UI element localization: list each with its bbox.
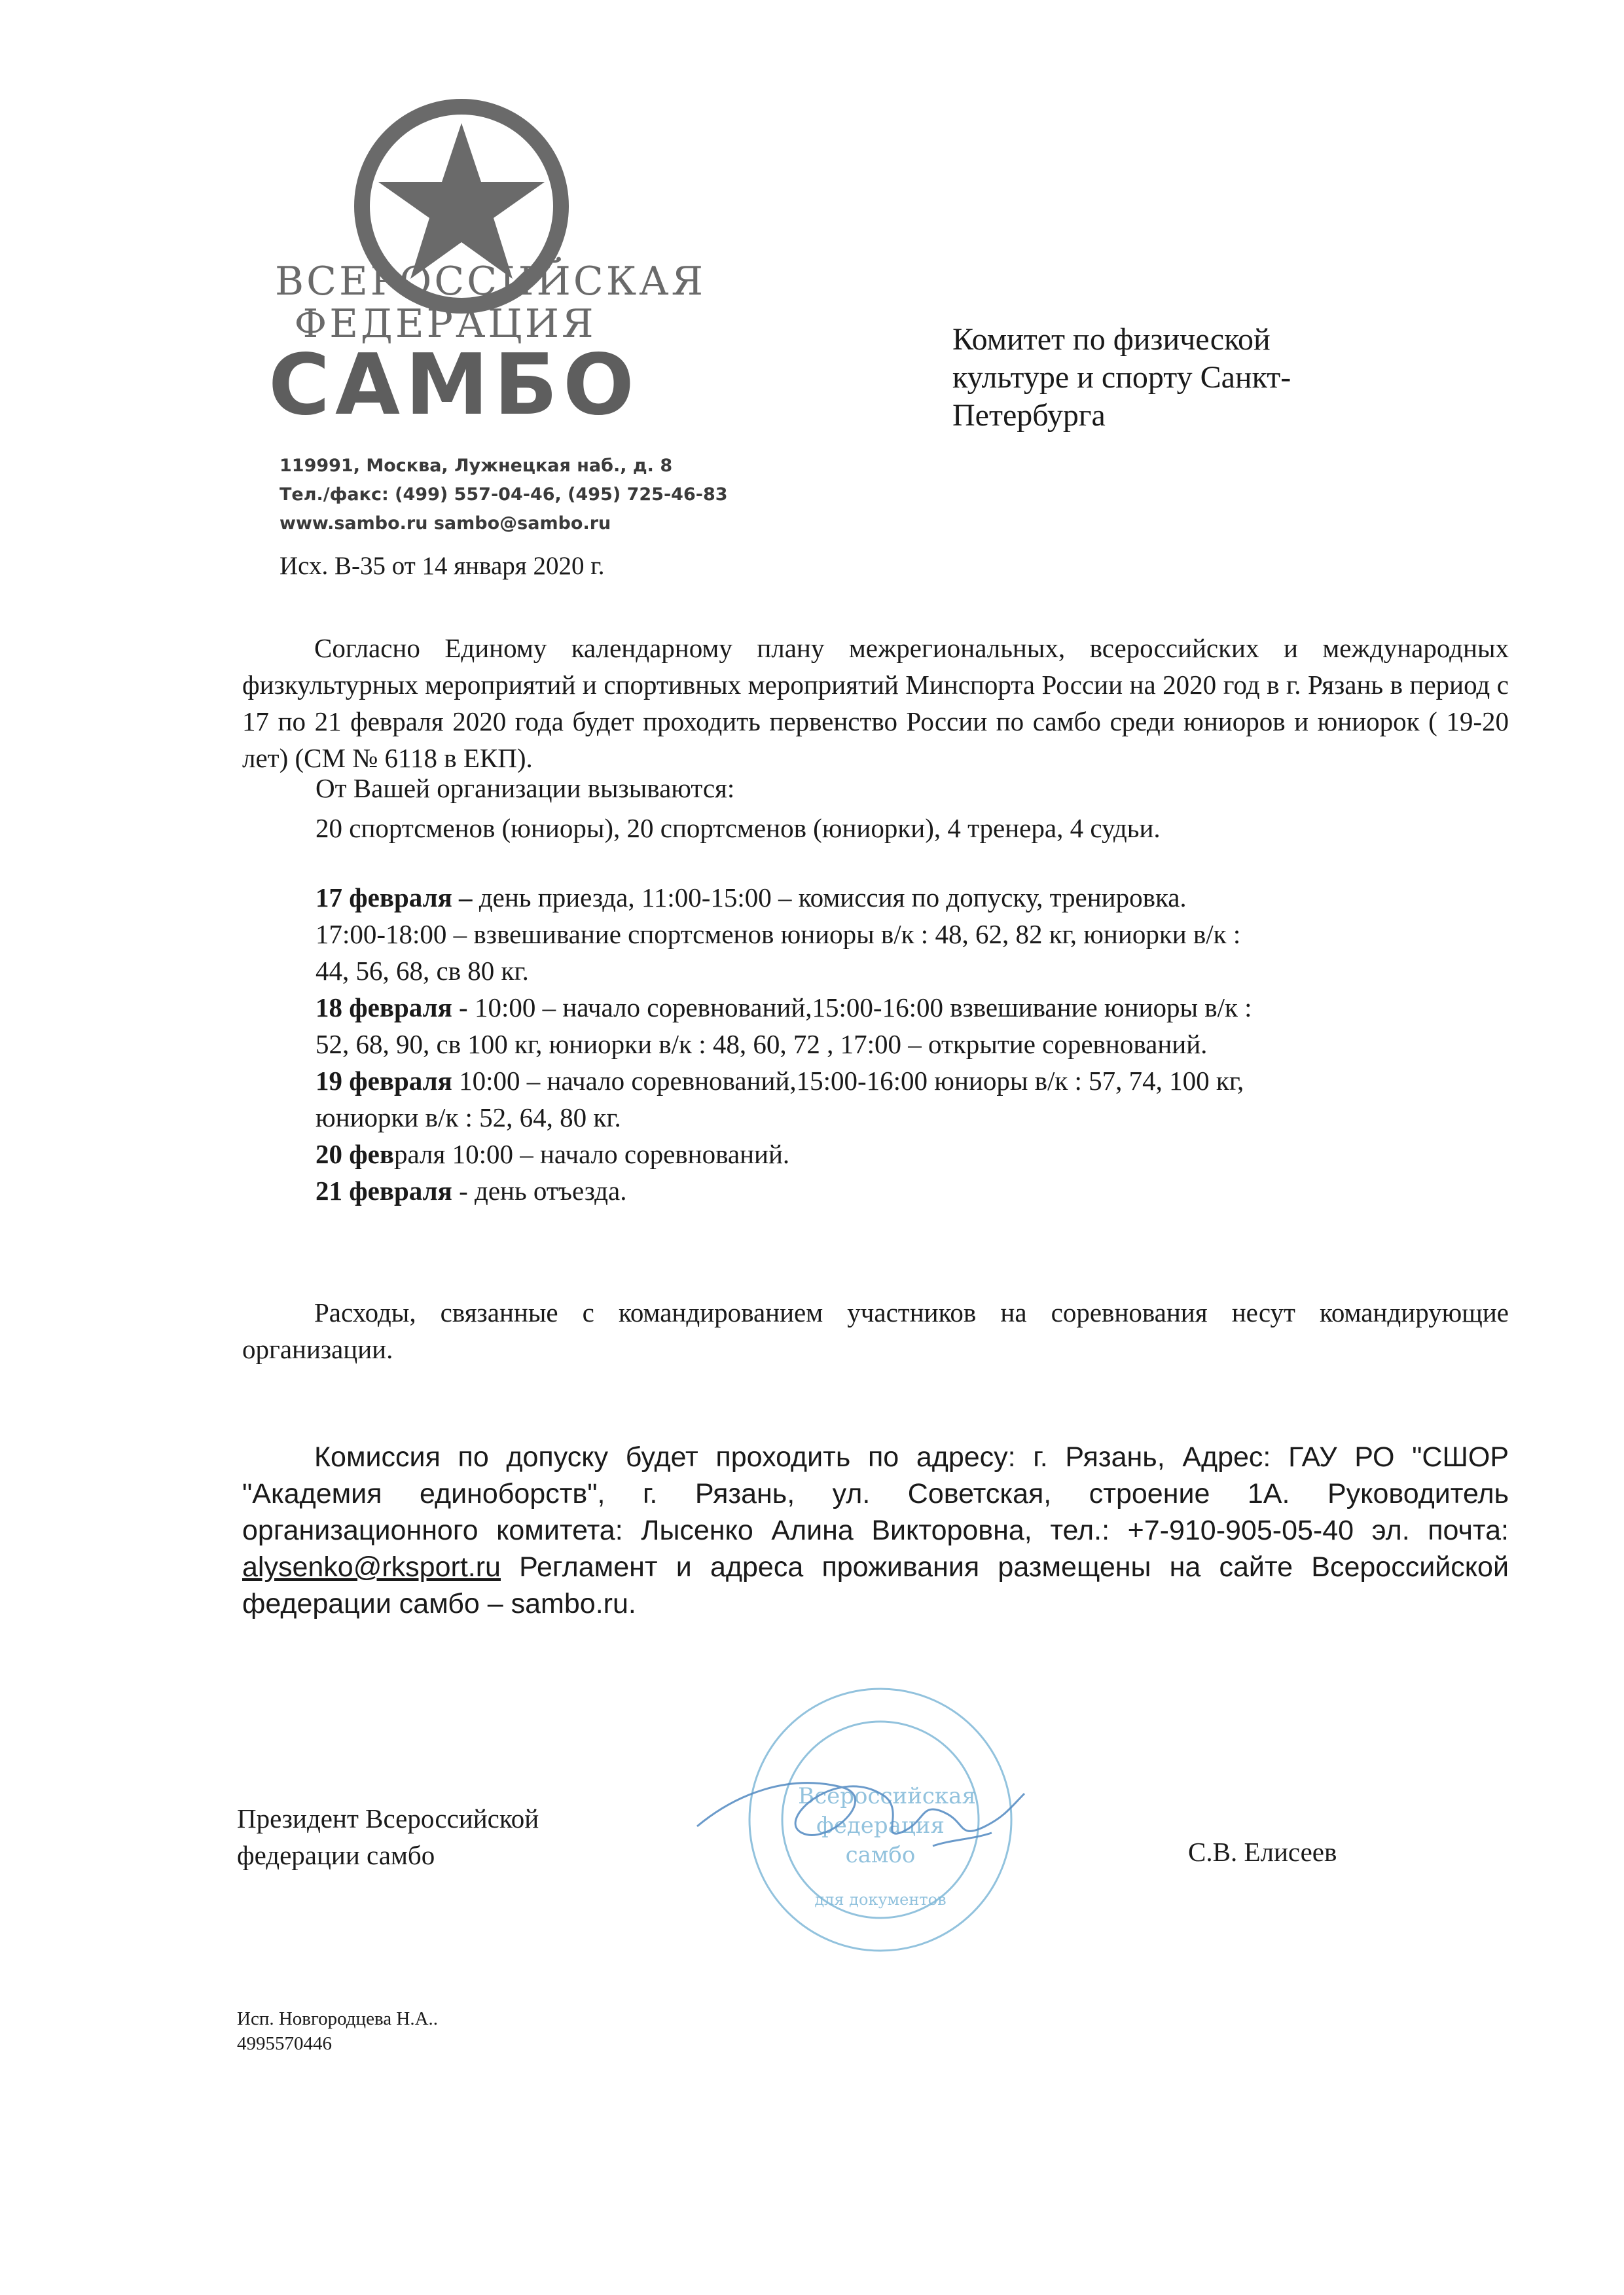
schedule-date: 18 февраля - [316, 992, 468, 1022]
schedule-row [316, 879, 1509, 916]
schedule-row [316, 1026, 1509, 1062]
addressee-line: Петербурга [952, 398, 1106, 433]
schedule-text: 52, 68, 90, св 100 кг, юниорки в/к : 48, 60, 72 , 17:00 – открытие соревнований. [316, 1029, 1208, 1059]
org-name-line1: ВСЕРОССИЙСКАЯ [275, 259, 706, 304]
schedule-text: 17:00-18:00 – взвешивание спортсменов юниоры в/к : 48, 62, 82 кг, юниорки в/к : [316, 919, 1241, 949]
schedule-text: 10:00 – начало соревнований,15:00-16:00 взвешивание юниоры в/к : [467, 992, 1252, 1022]
stamp-line2: федерация [816, 1813, 945, 1839]
schedule-text: - день отъезда. [452, 1176, 627, 1206]
addressee-block [952, 321, 1411, 435]
addressee-line: Комитет по физической [952, 322, 1271, 357]
addressee-line: культуре и спорту Санкт- [952, 360, 1291, 395]
commission-text: Комиссия по допуску будет проходить по адресу: г. Рязань, Адрес: ГАУ РО "СШОР "Академия единоборств", г. Рязань, ул. Советская, строение 1А. Руководитель организационного комитета: Лысенко Алина Викторовна, тел.: +7-910-905-05-40 эл. почта: [242, 1441, 1509, 1546]
schedule-text: юниорки в/к : 52, 64, 80 кг. [316, 1102, 621, 1132]
intro-paragraph: Согласно Единому календарному плану межрегиональных, всероссийских и международных физкультурных мероприятий и спортивных мероприятий Минспорта России на 2020 год в г. Рязань в период с 17 по 21 февраля 2020 года будет проходить первенство России по самбо среди юниоров и юниорок ( 19-20 лет) (СМ № 6118 в ЕКП). [242, 633, 1509, 773]
schedule-text: 10:00 – начало соревнований,15:00-16:00 юниоры в/к : 57, 74, 100 кг, [452, 1066, 1244, 1096]
schedule-row [316, 1062, 1509, 1099]
contact-email-link[interactable]: alysenko@rksport.ru [242, 1551, 501, 1583]
stamp-line4: для документов [814, 1890, 947, 1909]
signatory-title-line: Президент Всероссийской [237, 1803, 539, 1834]
letterhead-web: www.sambo.ru sambo@sambo.ru [280, 513, 611, 533]
signatory-title [237, 1800, 539, 1873]
schedule-row [316, 1172, 1509, 1209]
schedule-row [316, 1099, 1509, 1136]
executor-info [237, 2006, 438, 2056]
schedule-row [316, 1136, 1509, 1172]
schedule-row [316, 989, 1509, 1026]
stamp-line1: Всероссийская [798, 1783, 976, 1809]
outgoing-reference: Исх. В-35 от 14 января 2020 г. [280, 552, 605, 580]
schedule-row [316, 952, 1509, 989]
schedule-row [316, 916, 1509, 952]
call-intro: От Вашей организации вызываются: [316, 773, 735, 803]
schedule-date: 19 февраля [316, 1066, 452, 1096]
signatory-title-line: федерации самбо [237, 1840, 435, 1870]
event-schedule [316, 879, 1509, 1209]
executor-name: Исп. Новгородцева Н.А.. [237, 2008, 439, 2029]
letterhead-address: 119991, Москва, Лужнецкая наб., д. 8 [280, 456, 673, 476]
letterhead-phones: Тел./факс: (499) 557-04-46, (495) 725-46-83 [280, 484, 728, 505]
schedule-date: 21 февраля [316, 1176, 452, 1206]
schedule-text: 44, 56, 68, св 80 кг. [316, 956, 529, 986]
schedule-date: 17 февраля – [316, 882, 473, 913]
schedule-text: день приезда, 11:00-15:00 – комиссия по допуску, тренировка. [472, 882, 1187, 913]
call-list: 20 спортсменов (юниоры), 20 спортсменов (юниорки), 4 тренера, 4 судьи. [316, 813, 1161, 843]
org-name-main: САМБО [268, 336, 640, 434]
executor-phone: 4995570446 [237, 2033, 332, 2054]
stamp-line3: самбо [845, 1842, 916, 1868]
official-stamp [684, 1676, 1051, 1964]
schedule-text: раля 10:00 – начало соревнований. [393, 1139, 790, 1169]
schedule-date: 20 фев [316, 1139, 394, 1169]
commission-paragraph [242, 1439, 1509, 1622]
commission-text: Регламент и адреса проживания размещены на сайте Всероссийской федерации самбо – sambo.ru. [242, 1551, 1509, 1619]
org-name-line2: ФЕДЕРАЦИЯ [294, 301, 596, 347]
signatory-name: С.В. Елисеев [1188, 1837, 1337, 1867]
expenses-paragraph: Расходы, связанные с командированием участников на соревнования несут командирующие организации. [242, 1297, 1509, 1364]
